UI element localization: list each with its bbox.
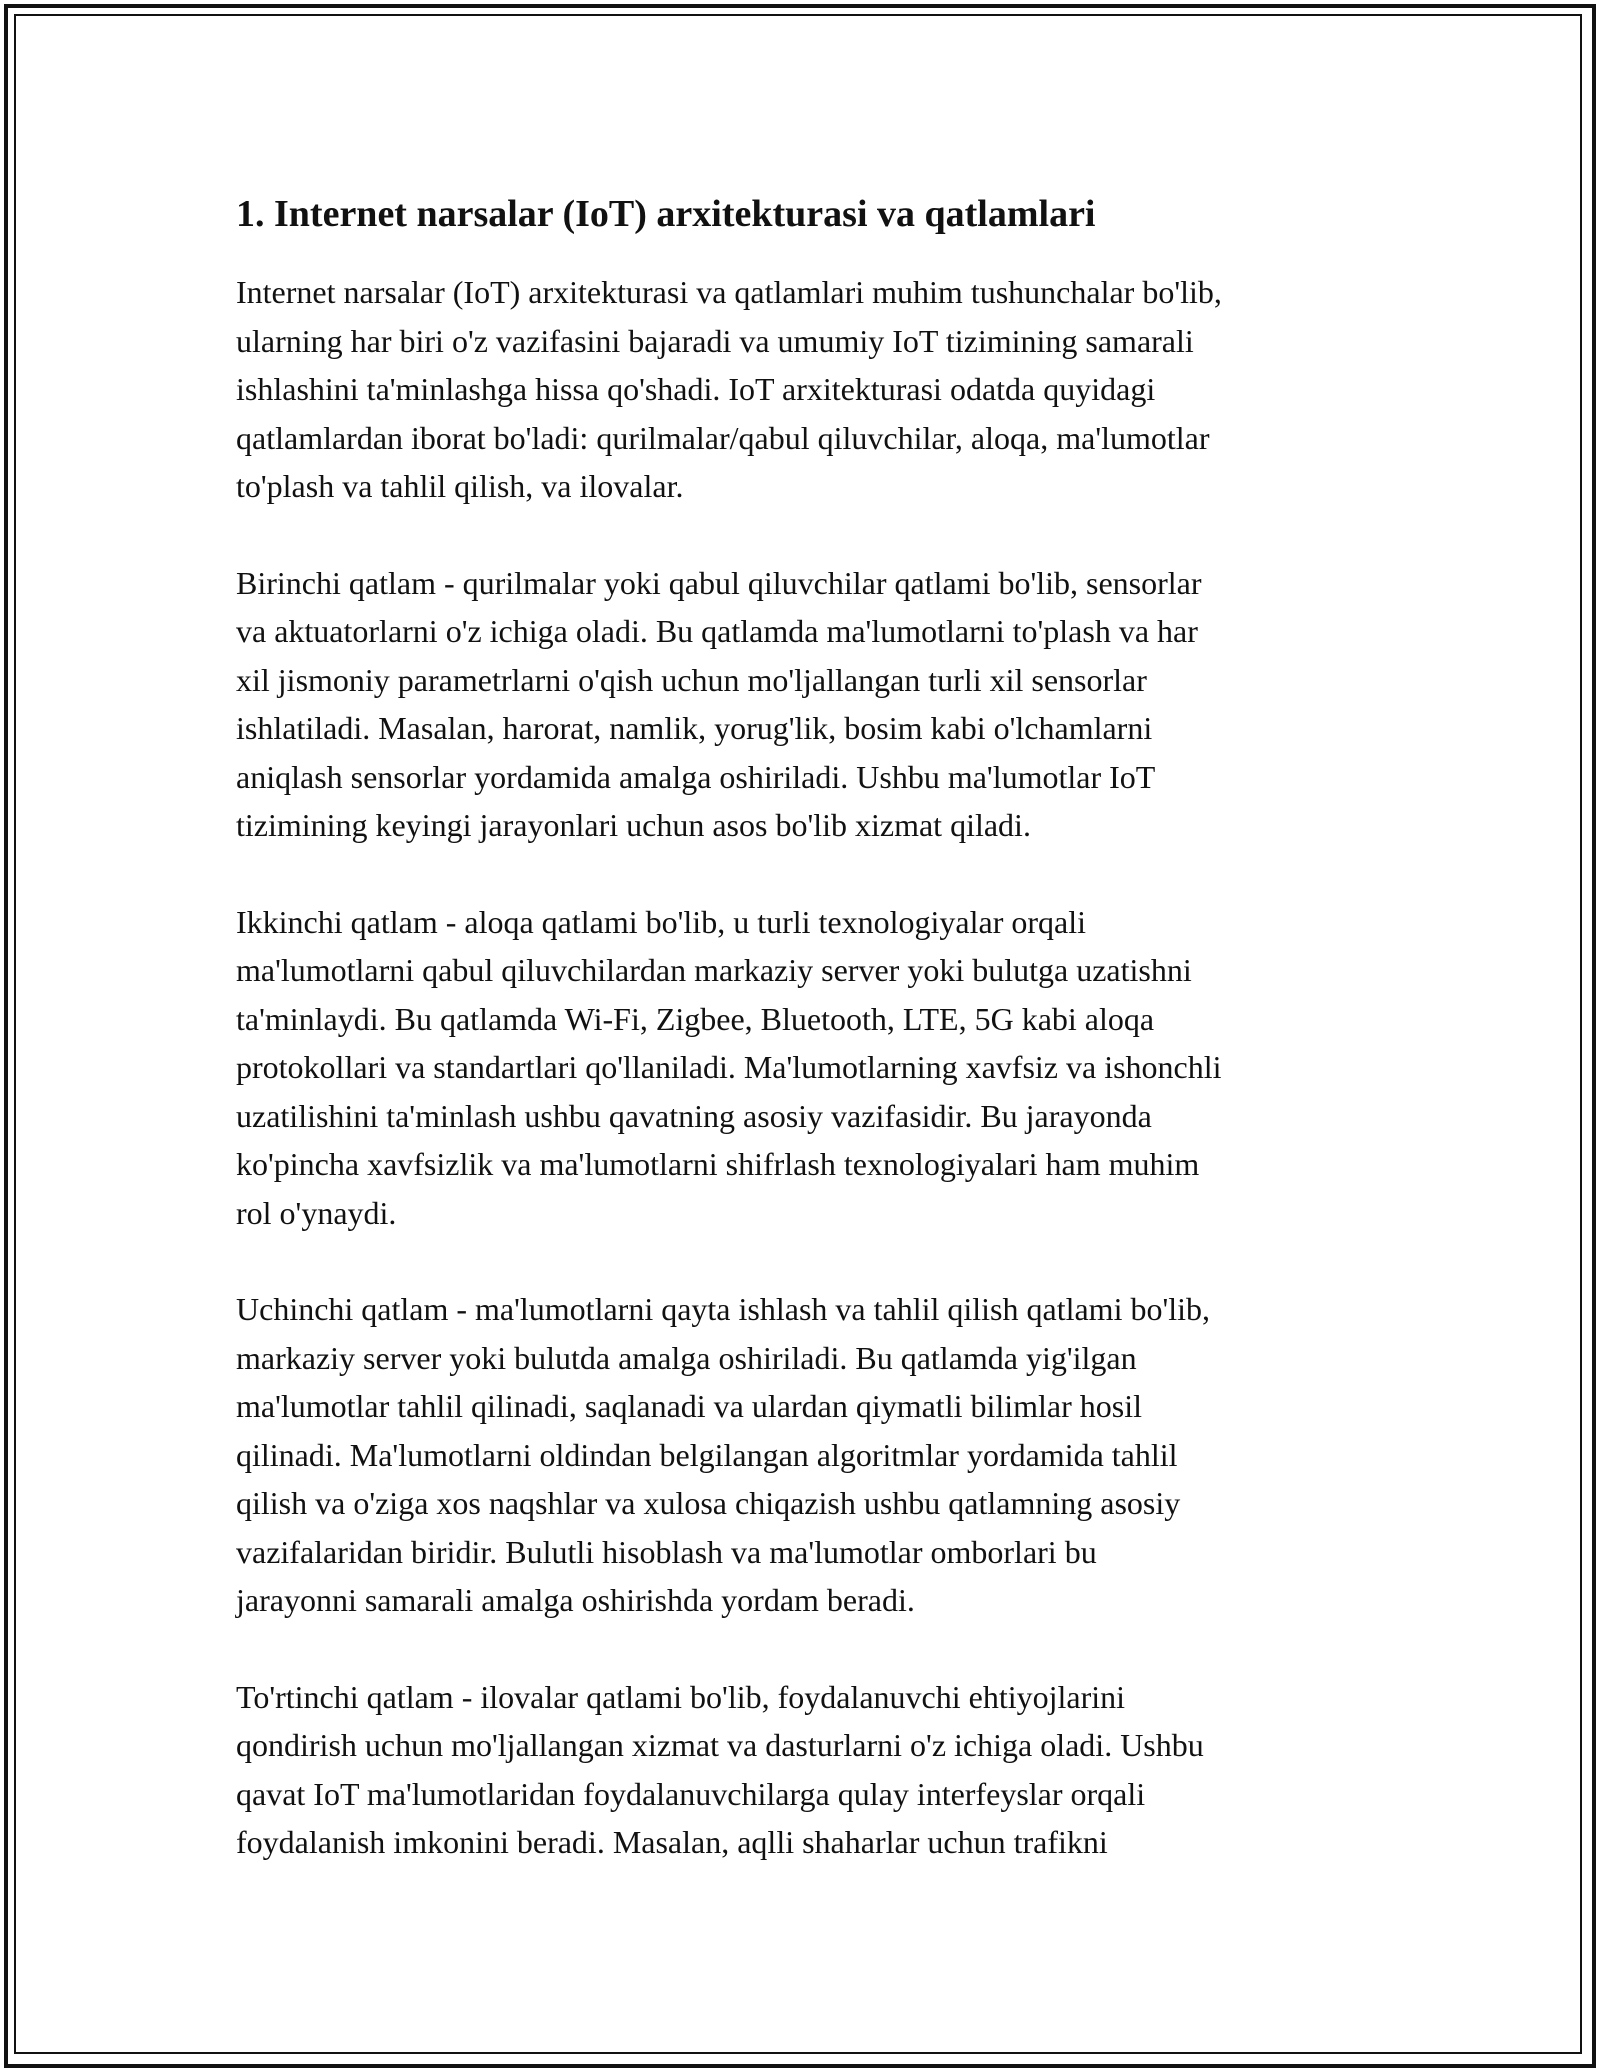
paragraph-first-layer: [236, 559, 1376, 850]
text-line: ishlashini ta'minlashga hissa qo'shadi. IoT arxitekturasi odatda quyidagi: [236, 371, 1156, 407]
text-line: markaziy server yoki bulutda amalga oshiriladi. Bu qatlamda yig'ilgan: [236, 1339, 1137, 1376]
text-line: rol o'ynaydi.: [236, 1194, 397, 1231]
paragraph-intro: [236, 268, 1376, 511]
paragraph-fourth-layer: [236, 1673, 1376, 1867]
paragraph-second-layer: [236, 898, 1376, 1238]
text-line: ma'lumotlarni qabul qiluvchilardan markaziy server yoki bulutga uzatishni: [236, 952, 1192, 988]
text-line: ma'lumotlar tahlil qilinadi, saqlanadi va ulardan qiymatli bilimlar hosil: [236, 1388, 1143, 1424]
text-line: ishlatiladi. Masalan, harorat, namlik, yorug'lik, bosim kabi o'lchamlarni: [236, 710, 1153, 746]
text-line: Ikkinchi qatlam - aloqa qatlami bo'lib, u turli texnologiyalar orqali: [236, 903, 1086, 940]
text-line: qavat IoT ma'lumotlaridan foydalanuvchilarga qulay interfeyslar orqali: [236, 1775, 1146, 1812]
text-line: Uchinchi qatlam - ma'lumotlarni qayta ishlash va tahlil qilish qatlami bo'lib,: [236, 1291, 1210, 1327]
text-line: qondirish uchun mo'ljallangan xizmat va dasturlarni o'z ichiga oladi. Ushbu: [236, 1727, 1204, 1763]
text-line: jarayonni samarali amalga oshirishda yordam beradi.: [236, 1582, 915, 1618]
text-line: tizimining keyingi jarayonlari uchun asos bo'lib xizmat qiladi.: [236, 807, 1031, 843]
text-line: Internet narsalar (IoT) arxitekturasi va qatlamlari muhim tushunchalar bo'lib,: [236, 274, 1222, 310]
text-line: protokollari va standartlari qo'llaniladi. Ma'lumotlarning xavfsiz va ishonchli: [236, 1049, 1222, 1085]
text-line: To'rtinchi qatlam - ilovalar qatlami bo'lib, foydalanuvchi ehtiyojlarini: [236, 1678, 1126, 1715]
text-line: qilish va o'ziga xos naqshlar va xulosa chiqazish ushbu qatlamning asosiy: [236, 1485, 1181, 1521]
text-line: vazifalaridan biridir. Bulutli hisoblash va ma'lumotlar omborlari bu: [236, 1533, 1097, 1570]
text-line: Birinchi qatlam - qurilmalar yoki qabul qiluvchilar qatlami bo'lib, sensorlar: [236, 564, 1202, 601]
text-line: foydalanish imkonini beradi. Masalan, aqlli shaharlar uchun trafikni: [236, 1824, 1108, 1860]
text-line: to'plash va tahlil qilish, va ilovalar.: [236, 468, 684, 504]
text-line: va aktuatorlarni o'z ichiga oladi. Bu qatlamda ma'lumotlarni to'plash va har: [236, 613, 1198, 649]
paragraph-third-layer: [236, 1285, 1376, 1625]
text-line: ularning har biri o'z vazifasini bajaradi va umumiy IoT tizimining samarali: [236, 322, 1194, 359]
text-line: qilinadi. Ma'lumotlarni oldindan belgilangan algoritmlar yordamida tahlil: [236, 1436, 1178, 1473]
text-line: ko'pincha xavfsizlik va ma'lumotlarni shifrlash texnologiyalari ham muhim: [236, 1146, 1200, 1182]
text-line: xil jismoniy parametrlarni o'qish uchun mo'ljallangan turli xil sensorlar: [236, 661, 1147, 698]
section-heading: 1. Internet narsalar (IoT) arxitekturasi va qatlamlari: [236, 193, 1096, 235]
document-body: [236, 186, 1376, 1915]
text-line: aniqlash sensorlar yordamida amalga oshiriladi. Ushbu ma'lumotlar IoT: [236, 758, 1156, 795]
text-line: uzatilishini ta'minlash ushbu qavatning asosiy vazifasidir. Bu jarayonda: [236, 1097, 1152, 1134]
text-line: qatlamlardan iborat bo'ladi: qurilmalar/qabul qiluvchilar, aloqa, ma'lumotlar: [236, 419, 1210, 456]
text-line: ta'minlaydi. Bu qatlamda Wi-Fi, Zigbee, Bluetooth, LTE, 5G kabi aloqa: [236, 1000, 1155, 1037]
